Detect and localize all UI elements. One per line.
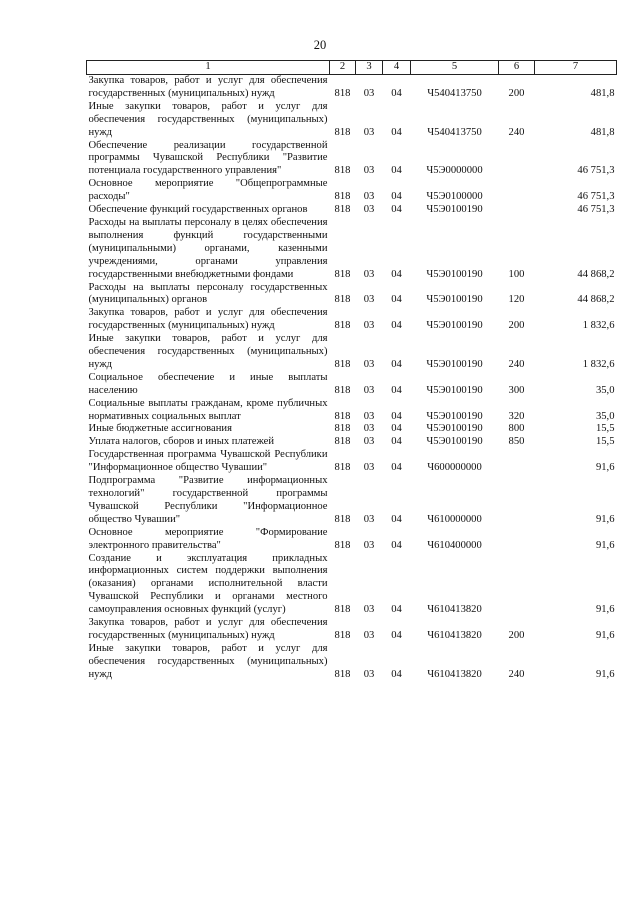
table-row <box>87 217 617 282</box>
department-code: 818 <box>334 358 351 370</box>
department-code: 818 <box>334 436 351 448</box>
amount: 481,8 <box>590 87 615 99</box>
target-article-code: Ч540413750 <box>427 126 482 138</box>
amount: 1 832,6 <box>582 320 615 332</box>
expense-type-code <box>499 553 535 618</box>
expense-type-code <box>499 527 535 553</box>
section-code: 03 <box>363 629 375 641</box>
column-header: 6 <box>499 61 535 75</box>
amount: 481,8 <box>590 126 615 138</box>
target-article-code: Ч5Э0100190 <box>426 294 483 306</box>
amount: 44 868,2 <box>577 268 615 280</box>
expense-type-code: 200 <box>508 629 525 641</box>
department-code: 818 <box>334 87 351 99</box>
table-row <box>87 475 617 527</box>
table-row <box>87 333 617 372</box>
target-article-code: Ч540413750 <box>427 87 482 99</box>
column-header: 5 <box>411 61 499 75</box>
department-code: 818 <box>334 165 351 177</box>
expense-type-code <box>499 449 535 475</box>
amount: 35,0 <box>595 410 615 422</box>
item-name: Обеспечение функций государственных органов <box>88 204 308 216</box>
amount: 91,6 <box>595 462 615 474</box>
page-number: 20 <box>313 38 327 52</box>
amount: 44 868,2 <box>577 294 615 306</box>
target-article-code: Ч5Э0100190 <box>426 436 483 448</box>
item-name: Расходы на выплаты персоналу в целях обеспечения выполнения функций государственными (муниципальными) органами, казенными учреждениями, органами управления государственными внебюджетными фондами <box>88 216 328 280</box>
expense-type-code <box>499 204 535 217</box>
section-code: 03 <box>363 436 375 448</box>
amount: 15,5 <box>595 436 615 448</box>
section-code: 03 <box>363 604 375 616</box>
amount: 91,6 <box>595 629 615 641</box>
section-code: 03 <box>363 539 375 551</box>
section-code: 03 <box>363 294 375 306</box>
subsection-code: 04 <box>391 513 402 525</box>
subsection-code: 04 <box>391 436 402 448</box>
item-name: Закупка товаров, работ и услуг для обеспечения государственных (муниципальных) нужд <box>88 307 328 332</box>
item-name: Уплата налогов, сборов и иных платежей <box>88 436 275 448</box>
amount: 91,6 <box>595 513 615 525</box>
expense-type-code: 120 <box>508 294 525 306</box>
expense-type-code <box>499 475 535 527</box>
target-article-code: Ч5Э0100190 <box>426 320 483 332</box>
section-code: 03 <box>363 423 375 435</box>
target-article-code: Ч610413820 <box>427 668 482 680</box>
department-code: 818 <box>334 191 351 203</box>
subsection-code: 04 <box>391 539 402 551</box>
department-code: 818 <box>334 604 351 616</box>
department-code: 818 <box>334 513 351 525</box>
target-article-code: Ч610413820 <box>427 604 482 616</box>
expense-type-code: 100 <box>508 268 525 280</box>
item-name: Основное мероприятие "Общепрограммные расходы" <box>88 178 328 203</box>
section-code: 03 <box>363 126 375 138</box>
subsection-code: 04 <box>391 294 402 306</box>
table-row <box>87 617 617 643</box>
subsection-code: 04 <box>391 87 402 99</box>
expense-type-code: 200 <box>508 320 525 332</box>
item-name: Социальные выплаты гражданам, кроме публичных нормативных социальных выплат <box>88 397 328 422</box>
table-row <box>87 101 617 140</box>
table-row <box>87 398 617 424</box>
expense-type-code: 800 <box>508 423 525 435</box>
expense-type-code: 240 <box>508 358 525 370</box>
item-name: Расходы на выплаты персоналу государственных (муниципальных) органов <box>88 281 328 306</box>
target-article-code: Ч5Э0100190 <box>426 410 483 422</box>
amount: 91,6 <box>595 539 615 551</box>
subsection-code: 04 <box>391 410 402 422</box>
expense-type-code: 240 <box>508 668 525 680</box>
table-row <box>87 178 617 204</box>
subsection-code: 04 <box>391 358 402 370</box>
subsection-code: 04 <box>391 668 402 680</box>
expense-type-code: 240 <box>508 126 525 138</box>
amount: 46 751,3 <box>577 191 615 203</box>
section-code: 03 <box>363 358 375 370</box>
amount: 1 832,6 <box>582 358 615 370</box>
target-article-code: Ч5Э0100000 <box>426 191 483 203</box>
column-header: 2 <box>330 61 356 75</box>
target-article-code: Ч600000000 <box>427 462 482 474</box>
item-name: Создание и эксплуатация прикладных информационных систем поддержки выполнения (оказания) органами исполнительной власти Чувашской Республики и органами местного самоуправления основных функций (услуг) <box>88 552 328 616</box>
item-name: Закупка товаров, работ и услуг для обеспечения государственных (муниципальных) нужд <box>88 75 328 99</box>
amount: 46 751,3 <box>577 204 615 216</box>
department-code: 818 <box>334 384 351 396</box>
subsection-code: 04 <box>391 423 402 435</box>
target-article-code: Ч5Э0100190 <box>426 358 483 370</box>
table-row <box>87 75 617 101</box>
item-name: Социальное обеспечение и иные выплаты населению <box>88 371 328 396</box>
target-article-code: Ч5Э0000000 <box>426 165 483 177</box>
section-code: 03 <box>363 165 375 177</box>
budget-table <box>86 60 617 682</box>
column-header: 1 <box>87 61 330 75</box>
item-name: Иные закупки товаров, работ и услуг для обеспечения государственных (муниципальных) нужд <box>88 333 328 370</box>
table-row <box>87 449 617 475</box>
expense-type-code <box>499 178 535 204</box>
section-code: 03 <box>363 668 375 680</box>
target-article-code: Ч610400000 <box>427 539 482 551</box>
table-row <box>87 553 617 618</box>
target-article-code: Ч5Э0100190 <box>426 204 483 216</box>
item-name: Подпрограмма "Развитие информационных технологий" государственной программы Чувашской Республики "Информационное общество Чувашии" <box>88 475 328 525</box>
table-row <box>87 436 617 449</box>
item-name: Государственная программа Чувашской Республики "Информационное общество Чувашии" <box>88 449 328 474</box>
item-name: Основное мероприятие "Формирование электронного правительства" <box>88 526 328 551</box>
target-article-code: Ч5Э0100190 <box>426 423 483 435</box>
table-row <box>87 423 617 436</box>
department-code: 818 <box>334 294 351 306</box>
table-row <box>87 204 617 217</box>
subsection-code: 04 <box>391 462 402 474</box>
target-article-code: Ч5Э0100190 <box>426 268 483 280</box>
target-article-code: Ч5Э0100190 <box>426 384 483 396</box>
department-code: 818 <box>334 462 351 474</box>
table-row <box>87 527 617 553</box>
expense-type-code <box>499 140 535 179</box>
section-code: 03 <box>363 462 375 474</box>
table-row <box>87 643 617 682</box>
section-code: 03 <box>363 191 375 203</box>
subsection-code: 04 <box>391 268 402 280</box>
column-header: 3 <box>356 61 383 75</box>
department-code: 818 <box>334 539 351 551</box>
column-header: 4 <box>383 61 411 75</box>
section-code: 03 <box>363 204 375 216</box>
table-row <box>87 282 617 308</box>
subsection-code: 04 <box>391 165 402 177</box>
item-name: Обеспечение реализации государственной программы Чувашской Республики "Развитие потенциала государственного управления" <box>88 139 328 177</box>
subsection-code: 04 <box>391 384 402 396</box>
subsection-code: 04 <box>391 320 402 332</box>
item-name: Иные бюджетные ассигнования <box>88 423 232 435</box>
table-row <box>87 372 617 398</box>
amount: 91,6 <box>595 604 615 616</box>
table-row <box>87 307 617 333</box>
target-article-code: Ч610413820 <box>427 629 482 641</box>
column-number-row <box>87 61 617 75</box>
amount: 91,6 <box>595 668 615 680</box>
subsection-code: 04 <box>391 204 402 216</box>
section-code: 03 <box>363 268 375 280</box>
amount: 46 751,3 <box>577 165 615 177</box>
section-code: 03 <box>363 513 375 525</box>
section-code: 03 <box>363 320 375 332</box>
section-code: 03 <box>363 410 375 422</box>
expense-type-code: 850 <box>508 436 525 448</box>
subsection-code: 04 <box>391 604 402 616</box>
section-code: 03 <box>363 384 375 396</box>
department-code: 818 <box>334 126 351 138</box>
department-code: 818 <box>334 410 351 422</box>
table-row <box>87 140 617 179</box>
amount: 15,5 <box>595 423 615 435</box>
subsection-code: 04 <box>391 629 402 641</box>
department-code: 818 <box>334 629 351 641</box>
section-code: 03 <box>363 87 375 99</box>
column-header: 7 <box>535 61 617 75</box>
expense-type-code: 300 <box>508 384 525 396</box>
department-code: 818 <box>334 204 351 216</box>
target-article-code: Ч610000000 <box>427 513 482 525</box>
amount: 35,0 <box>595 384 615 396</box>
department-code: 818 <box>334 268 351 280</box>
department-code: 818 <box>334 320 351 332</box>
expense-type-code: 320 <box>508 410 525 422</box>
expense-type-code: 200 <box>508 87 525 99</box>
department-code: 818 <box>334 423 351 435</box>
subsection-code: 04 <box>391 191 402 203</box>
department-code: 818 <box>334 668 351 680</box>
item-name: Закупка товаров, работ и услуг для обеспечения государственных (муниципальных) нужд <box>88 617 328 641</box>
item-name: Иные закупки товаров, работ и услуг для обеспечения государственных (муниципальных) нужд <box>88 100 328 138</box>
item-name: Иные закупки товаров, работ и услуг для обеспечения государственных (муниципальных) нужд <box>88 642 328 680</box>
subsection-code: 04 <box>391 126 402 138</box>
